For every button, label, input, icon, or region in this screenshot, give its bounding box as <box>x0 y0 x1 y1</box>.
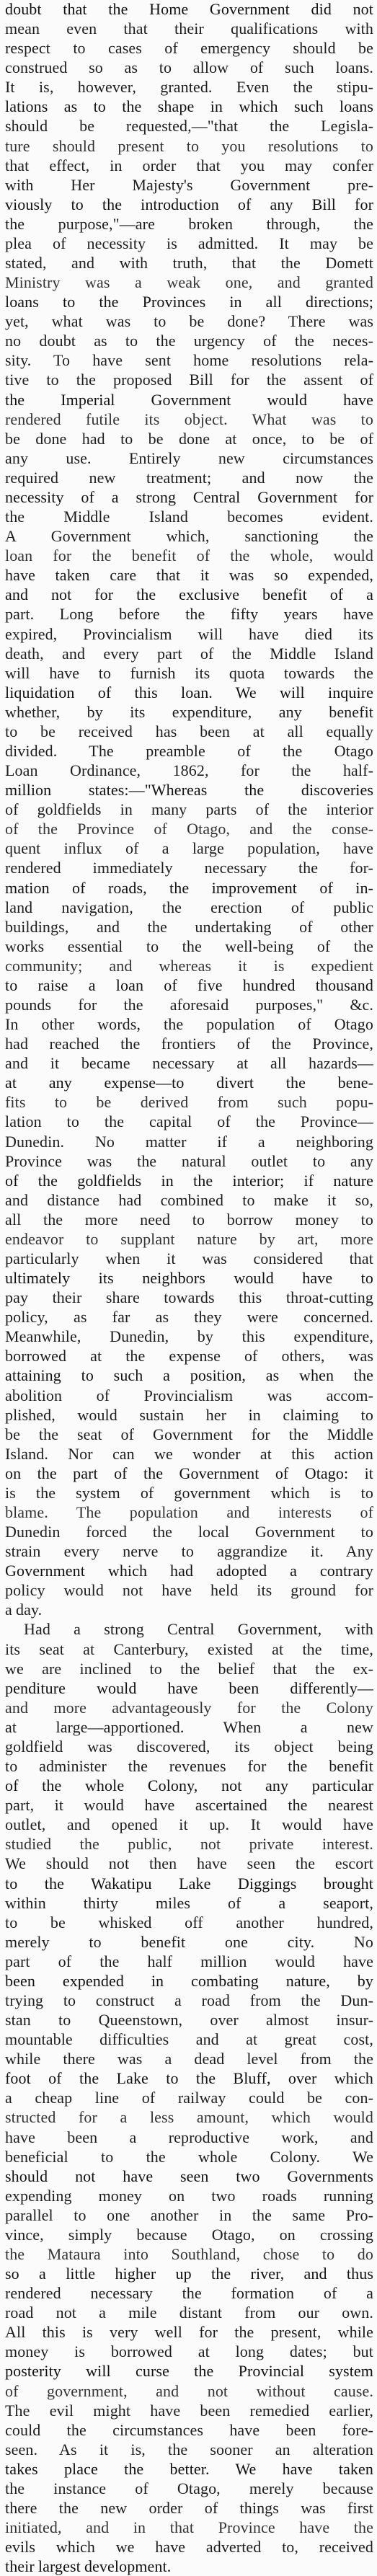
text-line: All this is very well for the present, while <box>5 2323 373 2342</box>
text-line: part of the half million would have <box>5 1952 373 1970</box>
text-line: viously to the introduction of any Bill for <box>5 195 373 213</box>
text-line: pay their share towards this throat-cutting <box>5 1288 373 1307</box>
text-line: to be received has been at all equally <box>5 722 373 740</box>
text-line: will have to furnish its quota towards the <box>5 663 373 682</box>
text-line: and more advantageously for the Colony <box>5 1698 373 1717</box>
text-line: trying to construct a road from the Dun- <box>5 1991 373 2009</box>
text-line: rendered immediately necessary the for- <box>5 859 373 877</box>
text-line: beneficial to the whole Colony. We <box>5 2147 373 2166</box>
text-line: tive to the proposed Bill for the assent of <box>5 371 373 389</box>
text-line: takes place the better. We have taken <box>5 2459 373 2478</box>
text-line: vince, simply because Otago, on crossing <box>5 2225 373 2244</box>
text-line: that effect, in order that you may confer <box>5 156 373 174</box>
text-line: stan to Queenstown, over almost insur- <box>5 2011 373 2030</box>
text-line: evils which we have adverted to, received <box>5 2538 373 2557</box>
text-line: been expended in combating nature, by <box>5 1971 373 1990</box>
text-line: quent influx of a large population, have <box>5 839 373 858</box>
text-line: there the new order of things was first <box>5 2499 373 2517</box>
text-line: liquidation of this loan. We will inquire <box>5 683 373 701</box>
text-line: and it became necessary at all hazards— <box>5 1054 373 1073</box>
text-line: of government, and not without cause. <box>5 2381 373 2400</box>
text-line: structed for a less amount, which would <box>5 2108 373 2127</box>
text-line: at any expense—to divert the bene- <box>5 1074 373 1092</box>
text-line: rendered futile its object. What was to <box>5 410 373 428</box>
text-line: a cheap line of railway could be con- <box>5 2089 373 2107</box>
text-line: foot of the Lake to the Bluff, over which <box>5 2069 373 2088</box>
text-line: blame. The population and interests of <box>5 1503 373 1522</box>
text-line: have taken care that it was so expended, <box>5 566 373 585</box>
text-line: initiated, and in that Province have the <box>5 2518 373 2537</box>
text-line: outlet, and opened it up. It would have <box>5 1815 373 1834</box>
text-line: stated, and with truth, that the Domett <box>5 254 373 273</box>
text-line: whether, by its expenditure, any benefit <box>5 702 373 721</box>
text-line: Meanwhile, Dunedin, by this expenditure, <box>5 1327 373 1346</box>
text-line: studied the public, not private interest. <box>5 1835 373 1854</box>
text-line: be done had to be done at once, to be of <box>5 429 373 448</box>
text-line: penditure would have been differently— <box>5 1678 373 1697</box>
text-line: had reached the frontiers of the Province, <box>5 1035 373 1053</box>
text-line: fits to be derived from such popu- <box>5 1093 373 1112</box>
text-line: should not have seen two Governments <box>5 2166 373 2185</box>
text-line: of the goldfields in the interior; if nature <box>5 1171 373 1190</box>
text-line: buildings, and the undertaking of other <box>5 917 373 936</box>
text-line: their largest development. <box>5 2557 172 2576</box>
text-line: loan for the benefit of the whole, would <box>5 546 373 565</box>
text-line: all the more need to borrow money to <box>5 1210 373 1229</box>
text-line: to raise a loan of five hundred thousand <box>5 975 373 994</box>
text-line: rendered necessary the formation of a <box>5 2284 373 2303</box>
text-line: of goldfields in many parts of the interior <box>5 800 373 819</box>
text-line: its seat at Canterbury, existed at the time, <box>5 1639 373 1658</box>
text-line: to be whisked off another hundred, <box>5 1913 373 1931</box>
text-line: endeavor to supplant nature by art, more <box>5 1229 373 1248</box>
text-line: loans to the Provinces in all directions; <box>5 293 373 311</box>
text-line: death, and every part of the Middle Island <box>5 644 373 663</box>
text-line: million states:—"Whereas the discoveries <box>5 781 373 800</box>
text-line: mountable difficulties and at great cost, <box>5 2030 373 2049</box>
text-line: no doubt as to the urgency of the neces- <box>5 332 373 350</box>
text-line: sity. To have sent home resolutions rela- <box>5 351 373 370</box>
text-line: abolition of Provincialism was accom- <box>5 1386 373 1404</box>
text-line: goldfield was discovered, its object being <box>5 1737 373 1756</box>
text-line: It is, however, granted. Even the stipu- <box>5 78 373 97</box>
text-line: community; and whereas it is expedient <box>5 956 373 975</box>
text-line: with Her Majesty's Government pre- <box>5 175 373 194</box>
text-line: we are inclined to the belief that the ex- <box>5 1659 373 1678</box>
text-line: plea of necessity is admitted. It may be <box>5 234 373 252</box>
text-line: policy would not have held its ground for <box>5 1581 373 1600</box>
text-line: Dunedin forced the local Government to <box>5 1523 373 1541</box>
text-line: on the part of the Government of Otago: it <box>5 1464 373 1482</box>
text-line: yet, what was to be done? There was <box>5 312 373 331</box>
text-line: The evil might have been remedied earlier, <box>5 2401 373 2420</box>
text-line: merely to benefit one city. No <box>5 1932 373 1951</box>
text-line: within thirty miles of a seaport, <box>5 1893 373 1912</box>
text-line: and distance had combined to make it so, <box>5 1190 373 1209</box>
text-line: could the circumstances have been fore- <box>5 2420 373 2439</box>
text-line: mation of roads, the improvement of in- <box>5 878 373 897</box>
article-column <box>5 1 373 2576</box>
text-line: the Imperial Government would have <box>5 390 373 409</box>
text-line: lation to the capital of the Province— <box>5 1112 373 1131</box>
text-line: Government which had adopted a contrary <box>5 1562 373 1580</box>
text-line: posterity will curse the Provincial system <box>5 2362 373 2381</box>
text-line: policy, as far as they were concerned. <box>5 1308 373 1327</box>
text-line: Island. Nor can we wonder at this action <box>5 1444 373 1463</box>
text-line: pounds for the aforesaid purposes," &c. <box>5 995 373 1014</box>
text-line: so a little higher up the river, and thus <box>5 2265 373 2283</box>
text-line: at large—apportioned. When a new <box>5 1717 373 1736</box>
text-line: doubt that the Home Government did not <box>5 0 373 18</box>
text-line: be the seat of Government for the Middle <box>5 1425 373 1443</box>
text-line: while there was a dead level from the <box>5 2050 373 2068</box>
text-line: have been a reproductive work, and <box>5 2128 373 2146</box>
text-line: a day. <box>5 1601 43 1619</box>
text-line: is the system of government which is to <box>5 1483 373 1502</box>
text-line: necessity of a strong Central Government for <box>5 487 373 506</box>
text-line: ultimately its neighbors would have to <box>5 1269 373 1288</box>
text-line: Loan Ordinance, 1862, for the half- <box>5 761 373 780</box>
text-line: parallel to one another in the same Pro- <box>5 2205 373 2224</box>
text-line: the Mataura into Southland, chose to do <box>5 2244 373 2263</box>
text-line: A Government which, sanctioning the <box>5 527 373 546</box>
text-line: to administer the revenues for the benefit <box>5 1757 373 1776</box>
text-line: Province was the natural outlet to any <box>5 1151 373 1170</box>
text-line: part. Long before the fifty years have <box>5 605 373 624</box>
text-line: part, it would have ascertained the nearest <box>5 1796 373 1815</box>
text-line: road not a mile distant from our own. <box>5 2303 373 2322</box>
text-line: strain every nerve to aggrandize it. Any <box>5 1542 373 1561</box>
text-line: required new treatment; and now the <box>5 468 373 487</box>
text-line: divided. The preamble of the Otago <box>5 741 373 760</box>
text-line: the purpose,"—are broken through, the <box>5 214 373 233</box>
text-line: plished, would sustain her in claiming to <box>5 1405 373 1424</box>
text-line: of the Province of Otago, and the conse- <box>5 820 373 838</box>
text-line: attaining to such a position, as when the <box>5 1366 373 1385</box>
text-line: particularly when it was considered that <box>5 1249 373 1267</box>
text-line: money is borrowed at long dates; but <box>5 2342 373 2361</box>
text-line: any use. Entirely new circumstances <box>5 448 373 467</box>
text-line: to the Wakatipu Lake Diggings brought <box>5 1874 373 1893</box>
text-line: and not for the exclusive benefit of a <box>5 585 373 604</box>
text-line: should be requested,—"that the Legisla- <box>5 117 373 136</box>
text-line: respect to cases of emergency should be <box>5 39 373 58</box>
text-line: borrowed at the expense of others, was <box>5 1347 373 1366</box>
text-line: In other words, the population of Otago <box>5 1015 373 1034</box>
text-line: construed so as to allow of such loans. <box>5 58 373 77</box>
text-line: mean even that their qualifications with <box>5 19 373 38</box>
text-line: Ministry was a weak one, and granted <box>5 273 373 292</box>
text-line: the instance of Otago, merely because <box>5 2479 373 2497</box>
text-line: seen. As it is, the sooner an alteration <box>5 2440 373 2458</box>
text-line: expending money on two roads running <box>5 2186 373 2205</box>
text-line: the Middle Island becomes evident. <box>5 508 373 526</box>
text-line: expired, Provincialism will have died its <box>5 624 373 643</box>
text-line: ture should present to you resolutions to <box>5 136 373 155</box>
text-line: lations as to the shape in which such loans <box>5 97 373 116</box>
text-line: We should not then have seen the escort <box>5 1854 373 1873</box>
text-line: Had a strong Central Government, with <box>24 1620 373 1639</box>
text-line: works essential to the well-being of the <box>5 937 373 955</box>
text-line: of the whole Colony, not any particular <box>5 1776 373 1795</box>
text-line: land navigation, the erection of public <box>5 898 373 916</box>
text-line: Dunedin. No matter if a neighboring <box>5 1132 373 1151</box>
